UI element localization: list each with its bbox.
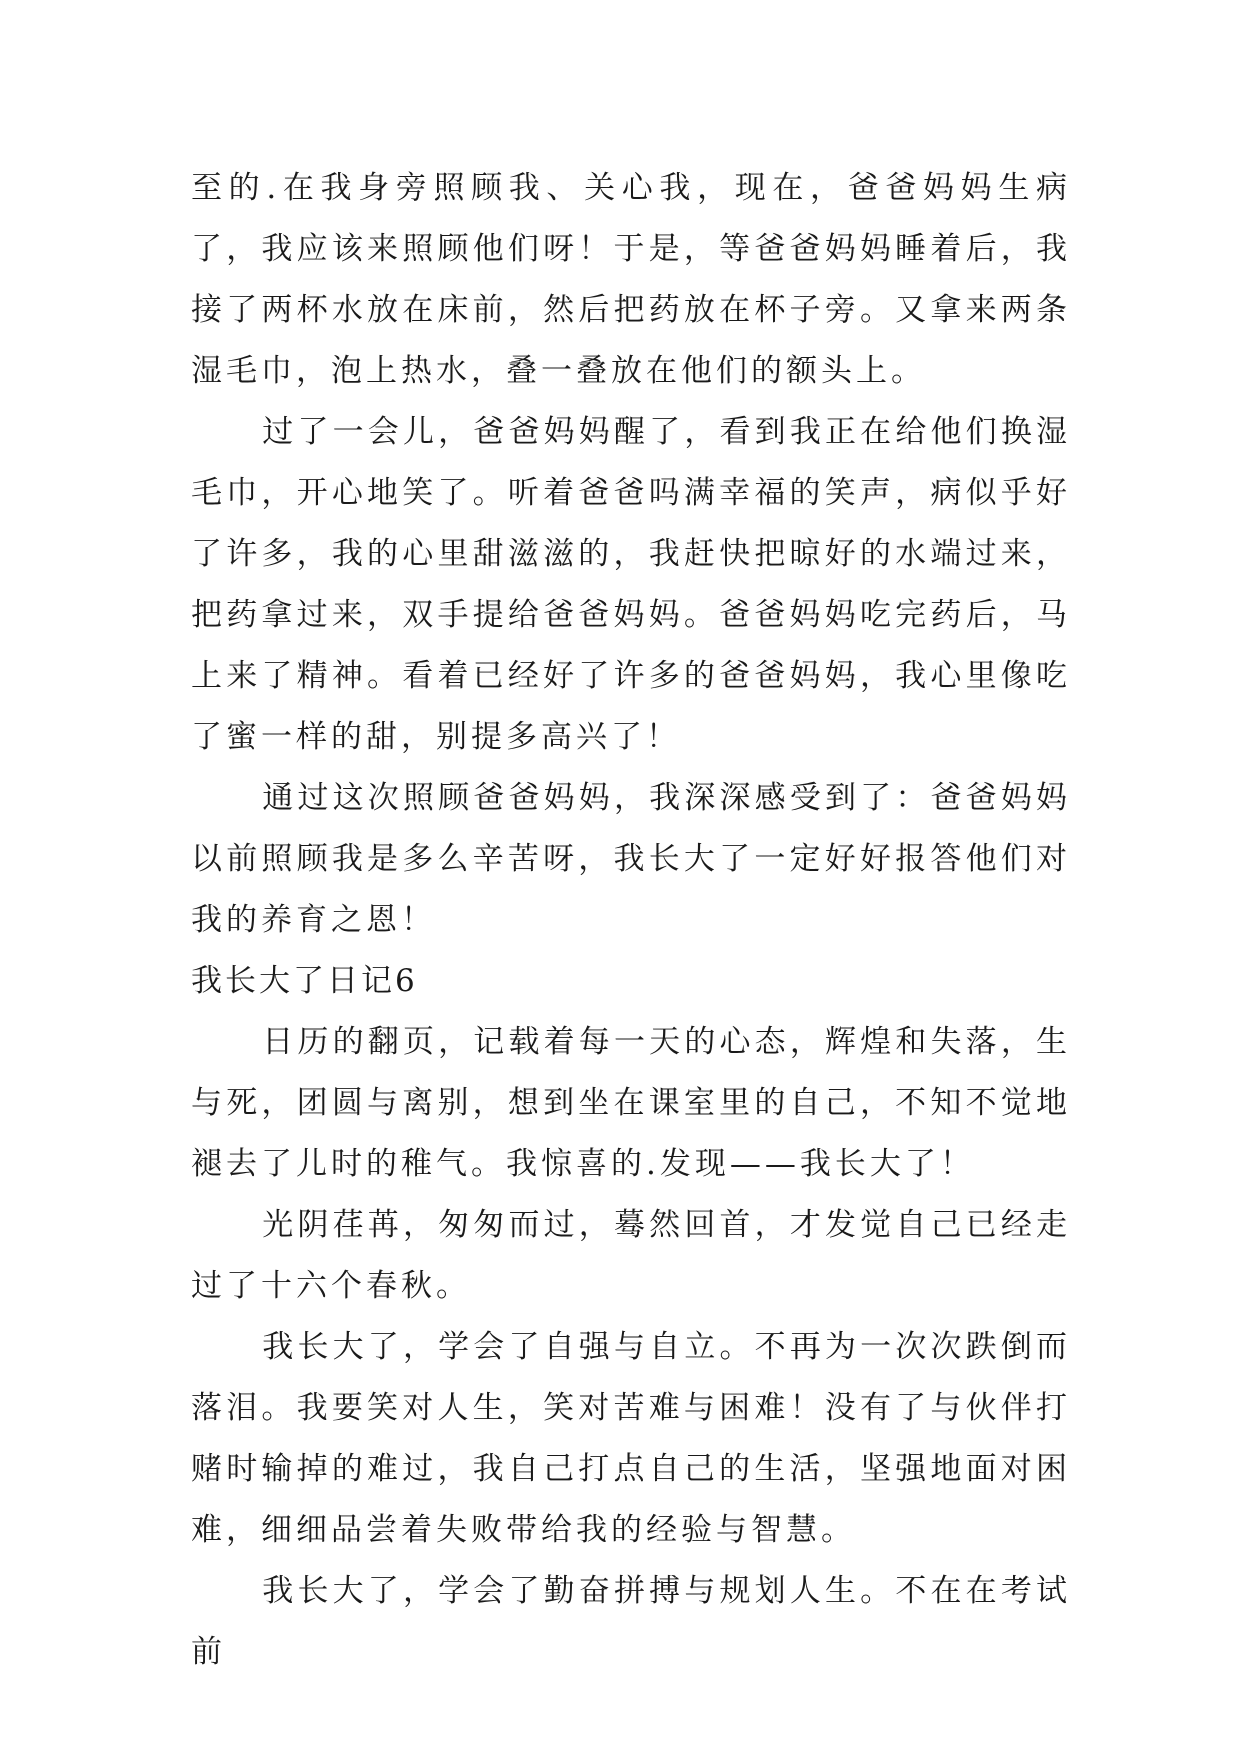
section-heading: 我长大了日记6 bbox=[191, 963, 418, 999]
paragraph-6: 我长大了，学会了自强与自立。不再为一次次跌倒而落泪。我要笑对人生，笑对苦难与困难！没有了与伙伴打赌时输掉的难过，我自己打点自己的生活，坚强地面对困难，细细品尝着失败带给我的经验与智慧。 bbox=[191, 1329, 1071, 1548]
paragraph-4: 日历的翻页，记载着每一天的心态，辉煌和失落，生与死，团圆与离别，想到坐在课室里的自己，不知不觉地褪去了儿时的稚气。我惊喜的.发现——我长大了！ bbox=[191, 1024, 1071, 1182]
paragraph-5: 光阴荏苒，匆匆而过，蓦然回首，才发觉自己已经走过了十六个春秋。 bbox=[191, 1207, 1071, 1304]
paragraph-1: 至的.在我身旁照顾我、关心我，现在，爸爸妈妈生病了，我应该来照顾他们呀！于是，等爸爸妈妈睡着后，我接了两杯水放在床前，然后把药放在杯子旁。又拿来两条湿毛巾，泡上热水，叠一叠放在他们的额头上。 bbox=[191, 170, 1071, 389]
document-body bbox=[191, 158, 1071, 1683]
paragraph-3: 通过这次照顾爸爸妈妈，我深深感受到了：爸爸妈妈以前照顾我是多么辛苦呀，我长大了一定好好报答他们对我的养育之恩！ bbox=[191, 780, 1071, 938]
paragraph-7: 我长大了，学会了勤奋拼搏与规划人生。不在在考试前 bbox=[191, 1573, 1071, 1670]
paragraph-2: 过了一会儿，爸爸妈妈醒了，看到我正在给他们换湿毛巾，开心地笑了。听着爸爸吗满幸福的笑声，病似乎好了许多，我的心里甜滋滋的，我赶快把晾好的水端过来，把药拿过来，双手提给爸爸妈妈。爸爸妈妈吃完药后，马上来了精神。看着已经好了许多的爸爸妈妈，我心里像吃了蜜一样的甜，别提多高兴了！ bbox=[191, 414, 1071, 755]
